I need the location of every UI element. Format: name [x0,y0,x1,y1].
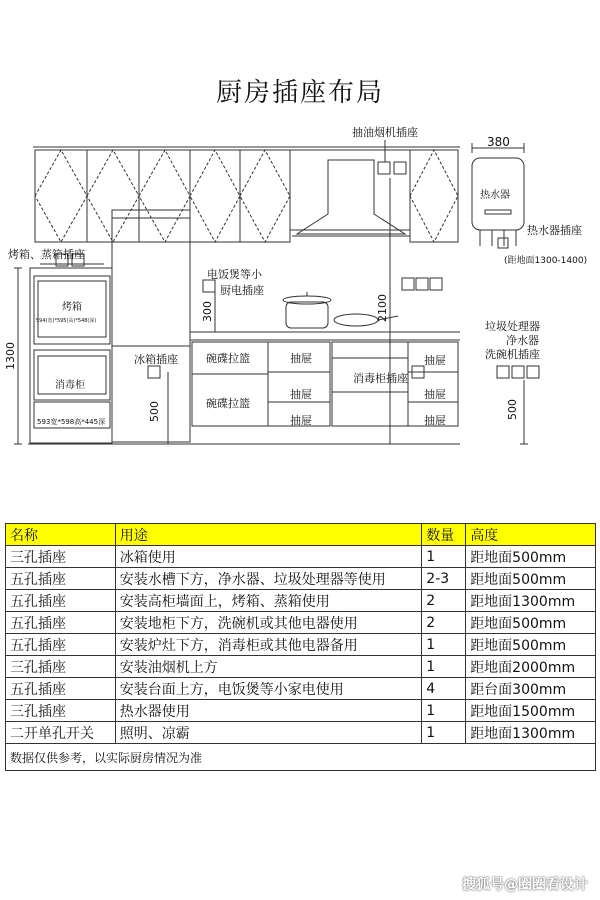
label-drawer-6: 抽屉 [424,414,446,427]
cell-quantity: 1 [422,656,466,678]
header-height: 高度 [466,524,596,546]
cell-name: 五孔插座 [6,590,116,612]
label-right-socket-1: 垃圾处理器 [485,320,540,333]
cell-usage: 冰箱使用 [115,546,422,568]
socket-icon [203,280,215,292]
cell-name: 三孔插座 [6,546,116,568]
label-heater-height: (距地面1300-1400) [504,256,588,266]
dim-300: 300 [201,301,214,322]
label-right-socket-2: 净水器 [506,334,539,347]
cell-name: 二开单孔开关 [6,722,116,744]
header-name: 名称 [6,524,116,546]
dim-2100: 2100 [376,294,389,322]
cell-quantity: 1 [422,546,466,568]
page-title: 厨房插座布局 [215,78,384,108]
table-row [6,722,596,744]
label-rice-socket-2: 厨电插座 [220,284,264,297]
label-bowl-rack-2: 碗碟拉篮 [206,397,250,410]
cell-name: 五孔插座 [6,612,116,634]
label-drawer-3: 抽屉 [290,414,312,427]
socket-icon [378,162,390,174]
table-row [6,656,596,678]
label-heater-socket: 热水器插座 [527,224,582,237]
table-header-row [6,524,596,546]
label-bowl-rack-1: 碗碟拉篮 [206,352,250,365]
cell-name: 五孔插座 [6,634,116,656]
cell-usage: 安装油烟机上方 [115,656,422,678]
dim-500-fridge: 500 [148,401,161,422]
label-disinfect-socket: 消毒柜插座 [353,372,408,385]
table-row [6,546,596,568]
table-row [6,568,596,590]
table-row [6,612,596,634]
cell-height: 距地面2000mm [466,656,596,678]
label-drawer-2: 抽屉 [290,388,312,401]
cell-quantity: 1 [422,634,466,656]
cell-usage: 安装炉灶下方，消毒柜或其他电器备用 [115,634,422,656]
cell-quantity: 2 [422,590,466,612]
cell-name: 五孔插座 [6,568,116,590]
label-drawer-1: 抽屉 [290,352,312,365]
table-row [6,590,596,612]
cell-usage: 安装高柜墙面上，烤箱、蒸箱使用 [115,590,422,612]
label-right-socket-3: 洗碗机插座 [485,348,540,361]
watermark: 搜狐号@圈圈看设计 [462,877,588,893]
label-rice-socket-1: 电饭煲等小 [207,268,262,281]
range-hood [292,160,410,236]
socket-icon [527,366,539,378]
label-drawer-5: 抽屉 [424,388,446,401]
cell-name: 五孔插座 [6,678,116,700]
cell-height: 距地面1300mm [466,722,596,744]
table-row [6,634,596,656]
label-heater-width: 380 [487,135,510,149]
cell-quantity: 1 [422,700,466,722]
socket-icon [416,278,428,290]
socket-icon [394,162,406,174]
header-usage: 用途 [115,524,422,546]
cell-usage: 热水器使用 [115,700,422,722]
cell-usage: 安装台面上方，电饭煲等小家电使用 [115,678,422,700]
cell-quantity: 2 [422,612,466,634]
cell-quantity: 2-3 [422,568,466,590]
cell-name: 三孔插座 [6,656,116,678]
cell-height: 距台面300mm [466,678,596,700]
cell-usage: 安装地柜下方，洗碗机或其他电器使用 [115,612,422,634]
cell-quantity: 4 [422,678,466,700]
socket-icon [148,366,160,378]
dim-1300: 1300 [4,342,17,370]
table-row [6,700,596,722]
tall-cabinet [30,264,112,443]
cell-height: 距地面1300mm [466,590,596,612]
socket-icon [497,366,509,378]
socket-table [5,523,596,771]
label-drawer-4: 抽屉 [424,354,446,367]
socket-icon [512,366,524,378]
cell-name: 三孔插座 [6,700,116,722]
cell-usage: 安装水槽下方，净水器、垃圾处理器等使用 [115,568,422,590]
table-note: 数据仅供参考，以实际厨房情况为准 [6,744,596,771]
label-hood-socket: 抽油烟机插座 [352,126,418,139]
cell-height: 距地面500mm [466,546,596,568]
dim-500-right: 500 [506,399,519,420]
socket-icon [498,238,508,248]
cell-usage: 照明、凉霸 [115,722,422,744]
cell-height: 距地面500mm [466,634,596,656]
label-oven-dims: 594(宽)*595(高)*548(深) [36,318,97,324]
cell-height: 距地面500mm [466,568,596,590]
table-row [6,678,596,700]
label-oven: 烤箱 [62,302,82,313]
cell-quantity: 1 [422,722,466,744]
table-note-row [6,744,596,771]
header-quantity: 数量 [422,524,466,546]
socket-icon [402,278,414,290]
counter [190,332,460,340]
label-heater: 热水器 [480,190,510,201]
label-disinfect-dims: 593宽*598高*445深 [37,418,106,426]
label-oven-socket: 烤箱、蒸箱插座 [8,248,85,261]
socket-icon [430,278,442,290]
dimension-lines [14,140,528,444]
cell-height: 距地面1500mm [466,700,596,722]
pot-icon [283,292,331,328]
label-fridge-socket: 冰箱插座 [134,353,178,366]
cell-height: 距地面500mm [466,612,596,634]
label-disinfect: 消毒柜 [55,380,85,391]
